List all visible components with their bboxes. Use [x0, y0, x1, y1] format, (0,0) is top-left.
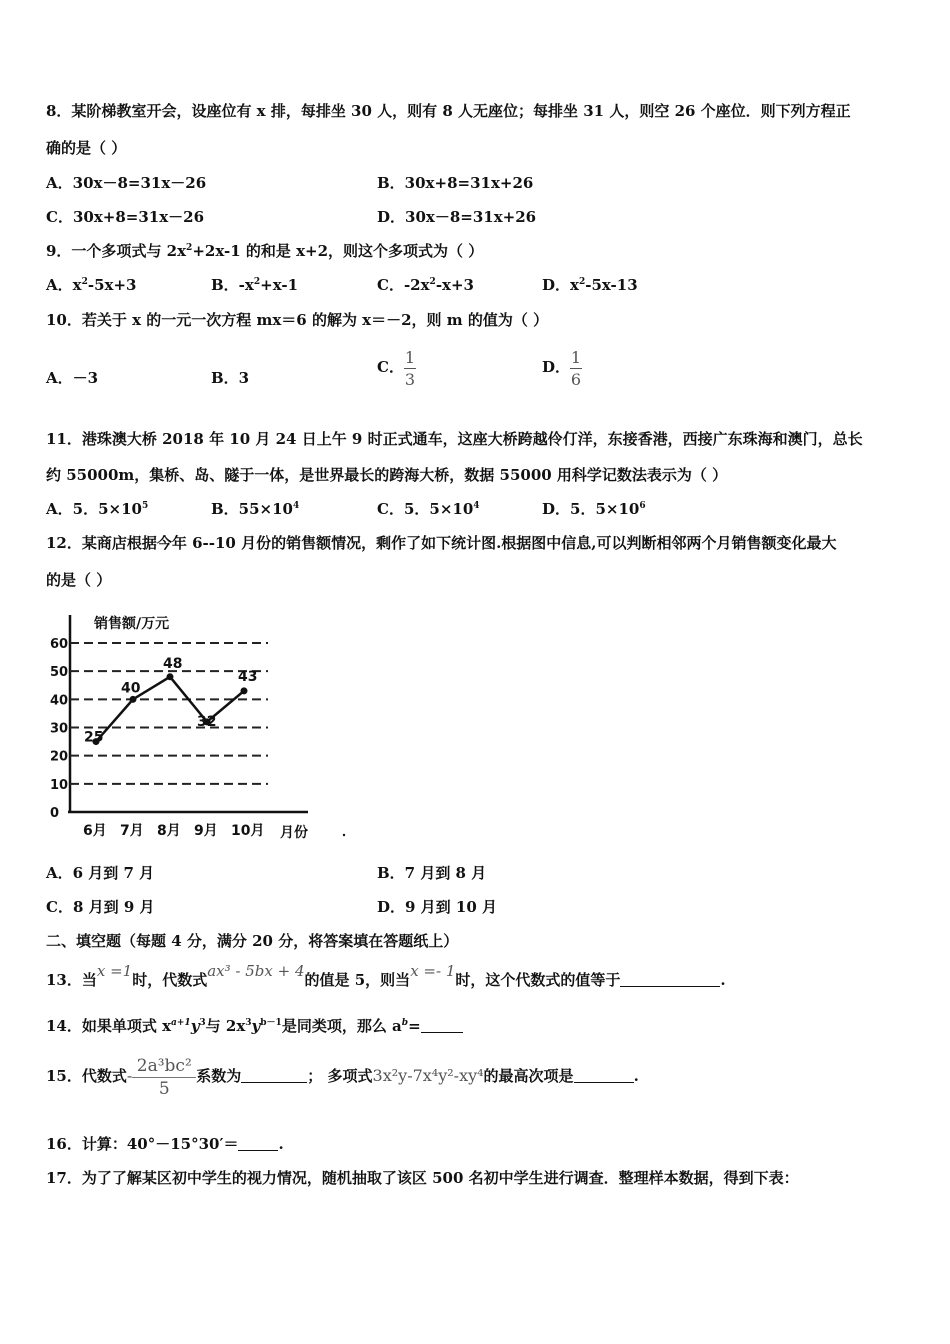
q8-stem-line2: 确的是（ ）: [46, 139, 127, 157]
q11-option-c[interactable]: C．5．$5\times 10^4$: [377, 500, 480, 518]
x-tick-label: 8月: [157, 823, 181, 839]
stray-dot: [343, 834, 345, 836]
q13-condition-2: x =- 1: [410, 962, 456, 980]
q12-stem-line2: 的是（ ）: [46, 571, 112, 589]
q8-option-d[interactable]: D．30x－8=31x+26: [377, 208, 537, 226]
q8-option-b[interactable]: B．30x+8=31x+26: [377, 174, 534, 192]
q11-option-d[interactable]: D．5．$5\times 10^6$: [542, 500, 646, 518]
q13-condition-1: x =1: [96, 962, 133, 980]
q10-option-a[interactable]: A．－3: [46, 369, 99, 387]
q10-option-b[interactable]: B．3: [211, 369, 250, 387]
y-tick-label: 10: [50, 777, 69, 793]
q9-option-d[interactable]: D．$x^2-5x-13$: [542, 276, 638, 294]
q12-option-a[interactable]: A．6 月到 7 月: [46, 864, 155, 882]
q12-option-c[interactable]: C．8 月到 9 月: [46, 898, 155, 916]
y-tick-label: 20: [50, 749, 69, 765]
q15-coefficient-blank[interactable]: [241, 1068, 307, 1083]
section2-heading: 二、填空题（每题 4 分，满分 20 分，将答案填在答题纸上）: [46, 932, 459, 950]
x-tick-label: 10月: [231, 823, 265, 839]
y-tick-label: 40: [50, 693, 69, 709]
q15-stem: 15．代数式- $\frac{\text{2a³bc²}}{5}$ 系数为 ； 多项式3x²y-7x⁴y²-xy⁴的最高次项是 .: [46, 1055, 639, 1099]
q12-option-b[interactable]: B．7 月到 8 月: [377, 864, 487, 882]
q10-fraction-d: $\frac{1}{6}$: [570, 347, 582, 389]
q14-stem: 14．如果单项式 $x^{a+1}y^3$与 $2x^3y^{b-1}$是同类项，那么 $a^b=$: [46, 1016, 463, 1036]
q13-stem: 13．当x =1时，代数式ax³ - 5bx + 4的值是 5，则当x =- 1时，这个代数式的值等于 .: [46, 962, 726, 989]
q16-answer-blank[interactable]: [238, 1136, 278, 1151]
q9-option-c[interactable]: C．$-2x^2-x+3$: [377, 276, 474, 294]
q10-fraction-c: $\frac{1}{3}$: [404, 347, 416, 389]
q8-stem-line1: 8．某阶梯教室开会，设座位有 x 排，每排坐 30 人，则有 8 人无座位；每排坐 31 人，则空 26 个座位．则下列方程正: [46, 102, 851, 120]
q11-stem-line1: 11．港珠澳大桥 2018 年 10 月 24 日上午 9 时正式通车，这座大桥跨越伶仃洋，东接香港，西接广东珠海和澳门，总长: [46, 430, 863, 448]
q14-answer-blank[interactable]: [421, 1018, 463, 1033]
q12-stem-line1: 12．某商店根据今年 6--10 月份的销售额情况，剩作了如下统计图.根据图中信息,可以判断相邻两个月销售额变化最大: [46, 534, 837, 552]
q10-stem: 10．若关于 x 的一元一次方程 mx＝6 的解为 x＝－2，则 m 的值为（ ）: [46, 311, 549, 329]
y-tick-label: 50: [50, 665, 69, 681]
x-tick-label: 6月: [83, 823, 107, 839]
q11-option-a[interactable]: A．5．$5\times 10^5$: [46, 500, 149, 518]
x-tick-label: 7月: [120, 823, 144, 839]
data-point: [167, 673, 174, 680]
data-label: 43: [238, 668, 258, 685]
q13-expression: ax³ - 5bx + 4: [207, 962, 305, 980]
q11-stem-line2: 约 55000m，集桥、岛、隧于一体，是世界最长的跨海大桥，数据 55000 用科学记数法表示为（ ）: [46, 466, 728, 484]
series-line: [96, 677, 244, 742]
chart-title: 销售额/万元: [94, 616, 170, 632]
q11-option-b[interactable]: B．$55\times 10^4$: [211, 500, 300, 518]
data-label: 32: [197, 713, 217, 730]
data-point: [241, 687, 248, 694]
data-label: 25: [84, 729, 104, 746]
q10-option-d[interactable]: D． $\frac{1}{6}$: [542, 347, 582, 389]
sales-line-chart: [46, 605, 356, 845]
q8-option-a[interactable]: A．30x－8=31x－26: [46, 174, 207, 192]
q9-option-b[interactable]: B．$-x^2+x-1$: [211, 276, 299, 294]
q13-answer-blank[interactable]: [620, 972, 720, 987]
q8-option-c[interactable]: C．30x+8=31x－26: [46, 208, 205, 226]
q9-option-a[interactable]: A．$x^2-5x+3$: [46, 276, 137, 294]
q16-stem: 16．计算：40°－15°30′＝ .: [46, 1135, 284, 1153]
data-label: 40: [121, 680, 141, 697]
q15-polynomial: 3x²y-7x⁴y²-xy⁴: [372, 1066, 484, 1085]
data-label: 48: [163, 655, 183, 672]
q12-option-d[interactable]: D．9 月到 10 月: [377, 898, 497, 916]
y-tick-label: 30: [50, 721, 69, 737]
y-tick-label: 60: [50, 637, 69, 652]
q15-fraction: $\frac{\text{2a³bc²}}{5}$: [132, 1056, 196, 1099]
x-axis-label: 月份: [280, 825, 308, 841]
q10-option-c[interactable]: C． $\frac{1}{3}$: [377, 347, 416, 389]
q17-stem: 17．为了了解某区初中学生的视力情况，随机抽取了该区 500 名初中学生进行调查．整理样本数据，得到下表：: [46, 1169, 799, 1187]
q15-highest-term-blank[interactable]: [574, 1068, 634, 1083]
q9-stem: 9．一个多项式与 $2x^2+2x-1$ 的和是 x+2，则这个多项式为（ ）: [46, 242, 484, 260]
data-point: [130, 696, 137, 703]
y-tick-label: 0: [50, 806, 60, 821]
x-tick-label: 9月: [194, 823, 218, 839]
